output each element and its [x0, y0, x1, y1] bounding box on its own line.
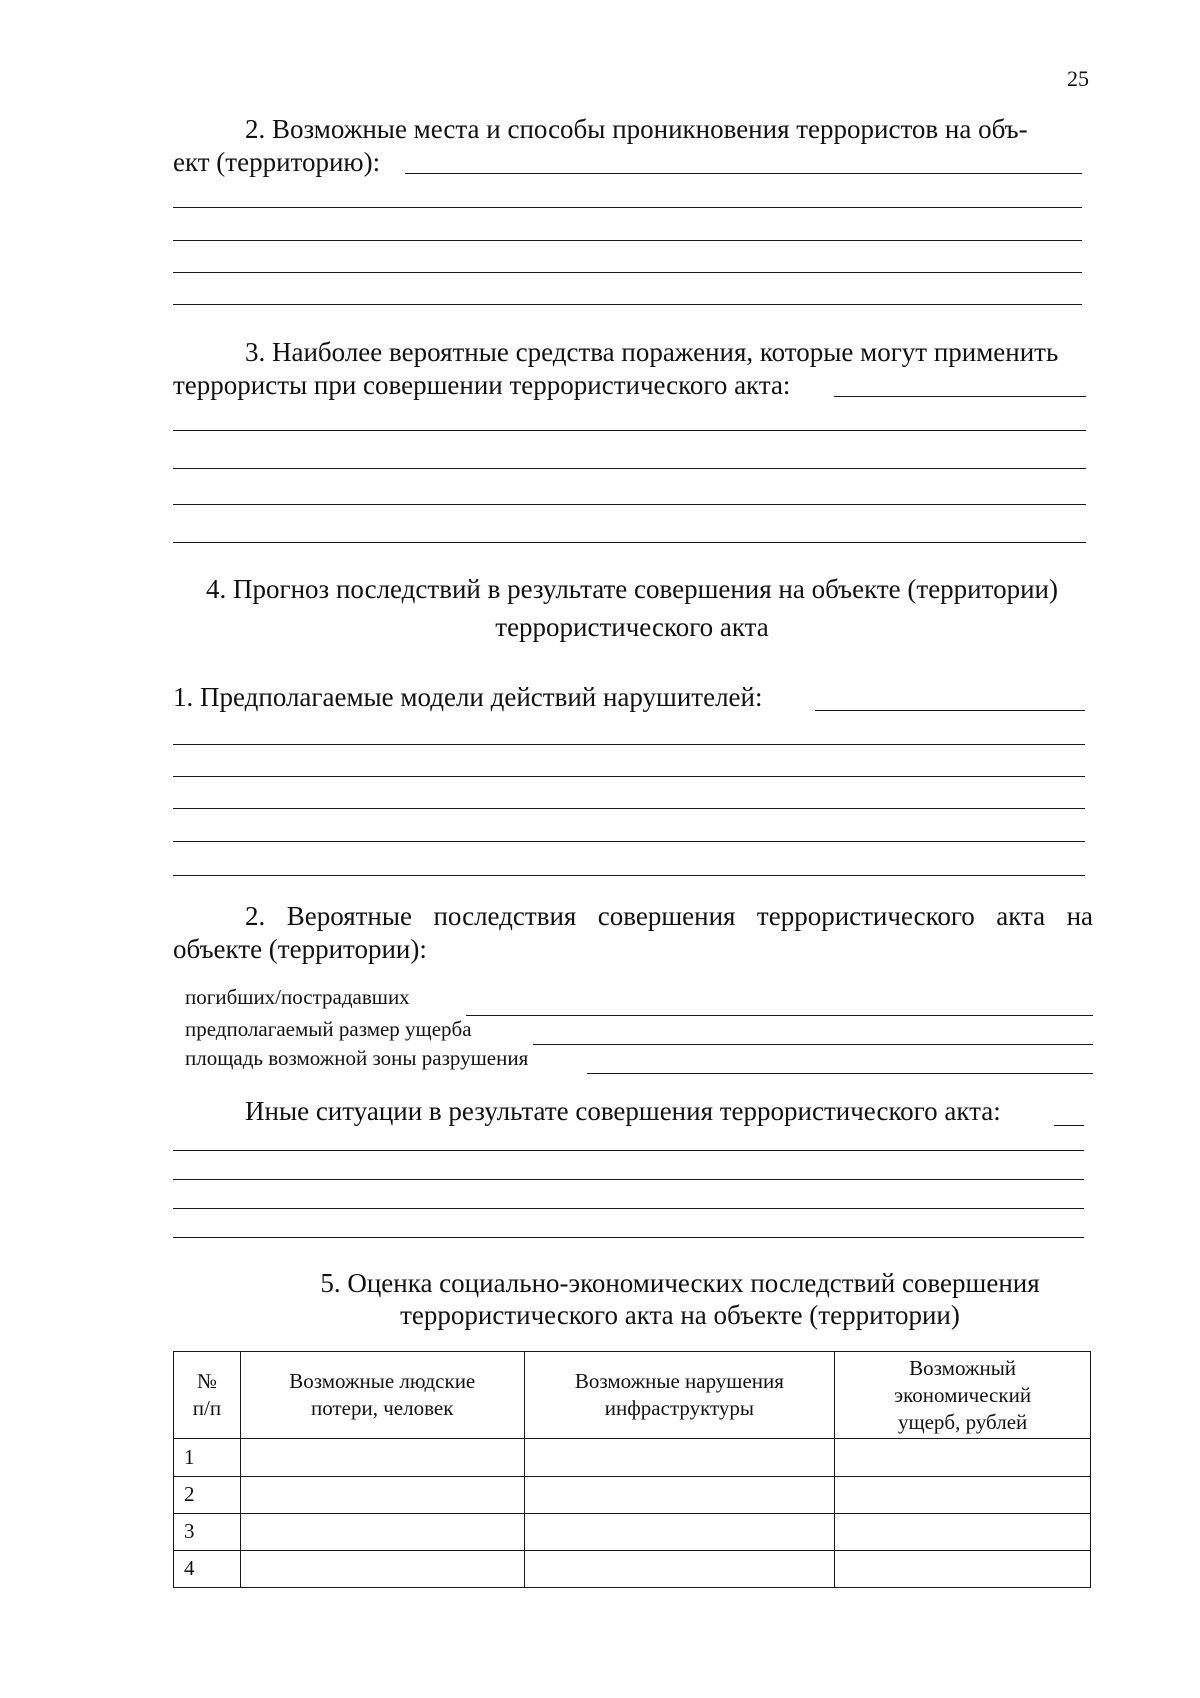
table-row	[174, 1550, 1091, 1587]
table-row	[174, 1476, 1091, 1513]
field-zone-label: площадь возможной зоны разрушения	[185, 1046, 529, 1070]
fill-line	[173, 542, 1086, 543]
header-number: № п/п	[174, 1352, 241, 1439]
item-2-line-1: 2. Вероятные последствия совершения террористического акта на	[245, 901, 1093, 931]
fill-line	[173, 1150, 1084, 1151]
table-cell	[524, 1513, 835, 1550]
fill-line	[173, 744, 1085, 745]
table-cell	[835, 1550, 1091, 1587]
item-2-line-2: объекте (территории):	[173, 934, 427, 964]
fill-line	[173, 272, 1082, 273]
header-infrastructure: Возможные нарушения инфраструктуры	[524, 1352, 835, 1439]
field-damage-label: предполагаемый размер ущерба	[185, 1017, 472, 1041]
fill-line	[173, 468, 1086, 469]
field-zone-line	[587, 1073, 1093, 1074]
table-cell	[524, 1550, 835, 1587]
section-4-heading-line-2: террористического акта	[495, 612, 769, 642]
field-victims-line	[466, 1015, 1093, 1016]
table-cell	[835, 1476, 1091, 1513]
table-header-row	[174, 1352, 1091, 1439]
fill-line	[815, 710, 1085, 711]
item-1-models: 1. Предполагаемые модели действий нарушителей:	[173, 682, 763, 712]
fill-line	[405, 173, 1082, 174]
section-2-line-1: 2. Возможные места и способы проникновения террористов на объ-	[245, 114, 1028, 144]
table-cell	[240, 1513, 524, 1550]
table-cell	[240, 1439, 524, 1476]
other-situations-label: Иные ситуации в результате совершения террористического акта:	[245, 1096, 1001, 1126]
table-cell	[240, 1476, 524, 1513]
table-cell	[835, 1439, 1091, 1476]
fill-line	[173, 841, 1085, 842]
fill-line	[173, 504, 1086, 505]
fill-line	[173, 1208, 1084, 1209]
section-5-heading-line-2: террористического акта на объекте (территории)	[400, 1300, 960, 1330]
fill-line	[173, 240, 1082, 241]
consequences-table	[173, 1351, 1091, 1588]
section-2-line-2: ект (территорию):	[173, 147, 381, 177]
section-3-line-2: террористы при совершении террористического акта:	[173, 370, 791, 400]
fill-line	[173, 808, 1085, 809]
row-number: 1	[174, 1439, 241, 1476]
section-3-line-1: 3. Наиболее вероятные средства поражения, которые могут применить	[245, 337, 1059, 367]
fill-line	[173, 1179, 1084, 1180]
section-5-heading-line-1: 5. Оценка социально-экономических последствий совершения	[320, 1268, 1040, 1298]
table-cell	[524, 1439, 835, 1476]
section-4-heading-line-1: 4. Прогноз последствий в результате совершения на объекте (территории)	[206, 574, 1058, 604]
fill-line	[173, 776, 1085, 777]
table-cell	[240, 1550, 524, 1587]
page-number: 25	[1067, 66, 1089, 91]
table-row	[174, 1439, 1091, 1476]
fill-line	[173, 207, 1082, 208]
header-economic-damage: Возможный экономический ущерб, рублей	[835, 1352, 1091, 1439]
header-human-losses: Возможные людские потери, человек	[240, 1352, 524, 1439]
fill-line	[173, 304, 1082, 305]
table-row	[174, 1513, 1091, 1550]
fill-line	[834, 396, 1086, 397]
row-number: 2	[174, 1476, 241, 1513]
fill-line	[173, 430, 1086, 431]
fill-line	[1054, 1125, 1084, 1126]
field-damage-line	[533, 1044, 1093, 1045]
row-number: 3	[174, 1513, 241, 1550]
row-number: 4	[174, 1550, 241, 1587]
table-cell	[835, 1513, 1091, 1550]
fill-line	[173, 875, 1085, 876]
field-victims-label: погибших/пострадавших	[185, 985, 410, 1009]
fill-line	[173, 1237, 1084, 1238]
table-cell	[524, 1476, 835, 1513]
